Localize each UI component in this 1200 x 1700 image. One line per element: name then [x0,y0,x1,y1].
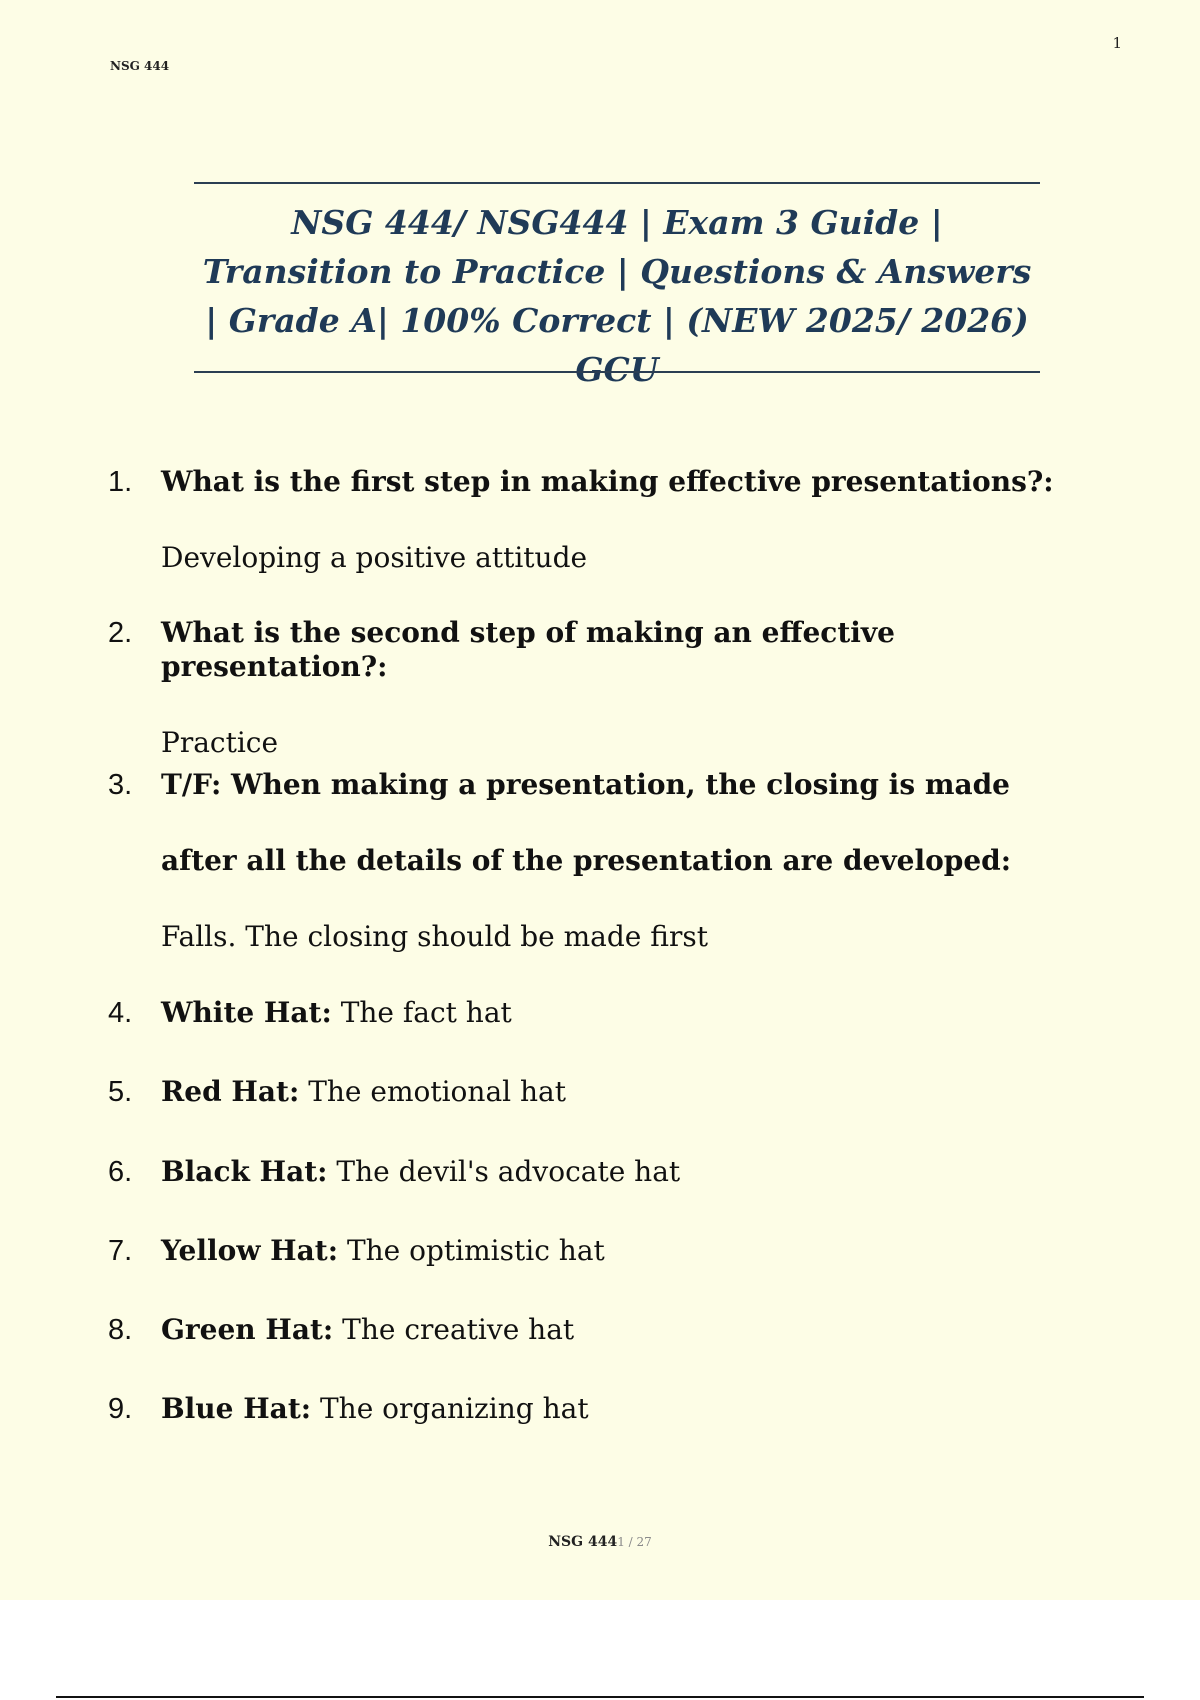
item-number: 6. [108,1156,133,1188]
item-number: 3. [108,769,133,801]
title-bottom-rule [194,371,1040,373]
answer-text: The creative hat [342,1313,575,1346]
page-footer [0,1534,1200,1550]
document-title: NSG 444/ NSG444 | Exam 3 Guide | Transition to Practice | Questions & Answers | Grade A| 100% Correct | (NEW 2025/ 2026) GCU [202,203,1032,389]
item-number: 8. [108,1314,133,1346]
question-text: Black Hat: [161,1155,328,1188]
answer-text: Practice [161,726,279,759]
item-number: 2. [108,617,133,649]
question-text: What is the second step of making an effective presentation?: [161,616,895,683]
running-header: NSG 444 [110,59,170,73]
question-text: White Hat: [161,996,332,1029]
answer-text: The emotional hat [308,1075,566,1108]
item-number: 5. [108,1076,133,1108]
next-page-divider [56,1696,1144,1698]
answer-text: Developing a positive attitude [161,541,588,574]
page-number: 1 [1112,34,1122,52]
question-text: T/F: When making a presentation, the closing is made after all the details of the presentation are developed: [161,768,1012,877]
answer-text: Falls. The closing should be made first [161,920,708,953]
item-number: 9. [108,1393,133,1425]
item-number: 7. [108,1235,133,1267]
footer-doc-label: NSG 444 [548,1534,618,1550]
answer-text: The optimistic hat [346,1234,605,1267]
question-text: Green Hat: [161,1313,334,1346]
answer-text: The organizing hat [320,1392,589,1425]
footer-page-count: 1 / 27 [617,1535,652,1549]
item-number: 1. [108,466,133,498]
question-text: What is the first step in making effective presentations?: [161,465,1054,498]
question-text: Yellow Hat: [161,1234,339,1267]
question-text: Red Hat: [161,1075,300,1108]
item-number: 4. [108,997,133,1029]
title-top-rule [194,182,1040,184]
answer-text: The fact hat [340,996,512,1029]
question-text: Blue Hat: [161,1392,312,1425]
answer-text: The devil's advocate hat [336,1155,681,1188]
